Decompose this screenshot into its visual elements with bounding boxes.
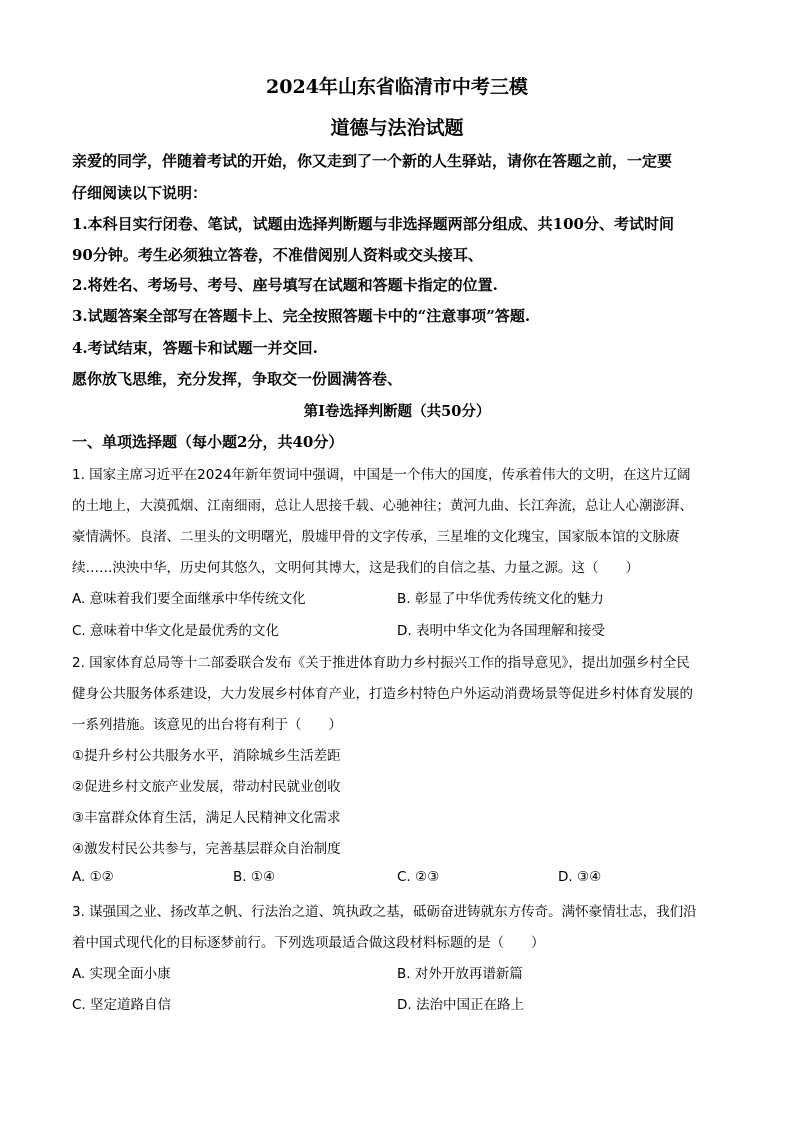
page-title: 2024年山东省临清市中考三模 bbox=[266, 76, 528, 98]
question-1-text: 豪情满怀。良渚、二里头的文明曙光，殷墟甲骨的文字传承，三星堆的文化瑰宝，国家版本馆的文脉赓 bbox=[72, 529, 680, 545]
question-3-text: 着中国式现代化的目标逐梦前行。下列选项最适合做这段材料标题的是（ ） bbox=[72, 935, 545, 951]
question-1-option-c: C. 意味着中华文化是最优秀的文化 bbox=[72, 623, 280, 639]
question-2-statement-3: ③丰富群众体育生活，满足人民精神文化需求 bbox=[72, 810, 341, 826]
question-1-option-b: B. 彰显了中华优秀传统文化的魅力 bbox=[397, 591, 604, 607]
section-title: 第Ⅰ卷选择判断题（共50分） bbox=[303, 403, 491, 420]
instruction-item-2: 2.将姓名、考场号、考号、座号填写在试题和答题卡指定的位置. bbox=[72, 276, 498, 294]
question-1-text: 的土地上，大漠孤烟、江南细雨，总让人思接千载、心驰神往；黄河九曲、长江奔流，总让人心潮澎湃、 bbox=[72, 498, 693, 514]
instruction-item-4: 4.考试结束，答题卡和试题一并交回. bbox=[72, 339, 318, 357]
question-2-text: 一系列措施。该意见的出台将有利于（ ） bbox=[72, 717, 342, 733]
page-subtitle: 道德与法治试题 bbox=[330, 117, 464, 139]
question-2-option-a: A. ①② bbox=[72, 869, 114, 885]
question-2-text: 健身公共服务体系建设，大力发展乡村体育产业，打造乡村特色户外运动消费场景等促进乡村体育发展的 bbox=[72, 686, 693, 702]
question-2-option-d: D. ③④ bbox=[558, 869, 602, 885]
question-1-option-a: A. 意味着我们要全面继承中华传统文化 bbox=[72, 591, 306, 607]
question-2-statement-4: ④激发村民公共参与，完善基层群众自治制度 bbox=[72, 841, 341, 857]
intro-line: 亲爱的同学，伴随着考试的开始，你又走到了一个新的人生驿站，请你在答题之前，一定要 bbox=[72, 152, 673, 170]
question-1-text: 续……泱泱中华，历史何其悠久，文明何其博大，这是我们的自信之基、力量之源。这（ ） bbox=[72, 560, 639, 576]
instruction-item-1-cont: 90分钟。考生必须独立答卷，不准借阅别人资料或交头接耳、 bbox=[72, 246, 483, 264]
question-2-option-c: C. ②③ bbox=[397, 869, 440, 885]
question-2-statement-1: ①提升乡村公共服务水平，消除城乡生活差距 bbox=[72, 748, 341, 764]
question-2-option-b: B. ①④ bbox=[233, 869, 276, 885]
question-3-option-c: C. 坚定道路自信 bbox=[72, 997, 172, 1013]
intro-line: 仔细阅读以下说明： bbox=[72, 184, 208, 202]
question-3-option-d: D. 法治中国正在路上 bbox=[397, 997, 524, 1013]
closing-line: 愿你放飞思维，充分发挥，争取交一份圆满答卷、 bbox=[72, 370, 403, 388]
part-heading: 一、单项选择题（每小题2分，共40分） bbox=[72, 433, 344, 451]
question-2-text: 2. 国家体育总局等十二部委联合发布《关于推进体育助力乡村振兴工作的指导意见》，提出加强乡村全民 bbox=[72, 655, 690, 671]
instruction-item-1: 1.本科目实行闭卷、笔试，试题由选择判断题与非选择题两部分组成、共100分、考试时间 bbox=[72, 215, 674, 233]
question-3-text: 3. 谋强国之业、扬改革之帆、行法治之道、筑执政之基，砥砺奋进铸就东方传奇。满怀豪情壮志，我们沿 bbox=[72, 904, 697, 920]
instruction-item-3: 3.试题答案全部写在答题卡上、完全按照答题卡中的“注意事项”答题. bbox=[72, 307, 531, 325]
question-2-statement-2: ②促进乡村文旅产业发展，带动村民就业创收 bbox=[72, 779, 341, 795]
question-3-option-a: A. 实现全面小康 bbox=[72, 966, 171, 982]
question-3-option-b: B. 对外开放再谱新篇 bbox=[397, 966, 523, 982]
question-1-option-d: D. 表明中华文化为各国理解和接受 bbox=[397, 623, 605, 639]
question-1-text: 1. 国家主席习近平在2024年新年贺词中强调，中国是一个伟大的国度，传承着伟大的文明，在这片辽阔 bbox=[72, 467, 691, 483]
